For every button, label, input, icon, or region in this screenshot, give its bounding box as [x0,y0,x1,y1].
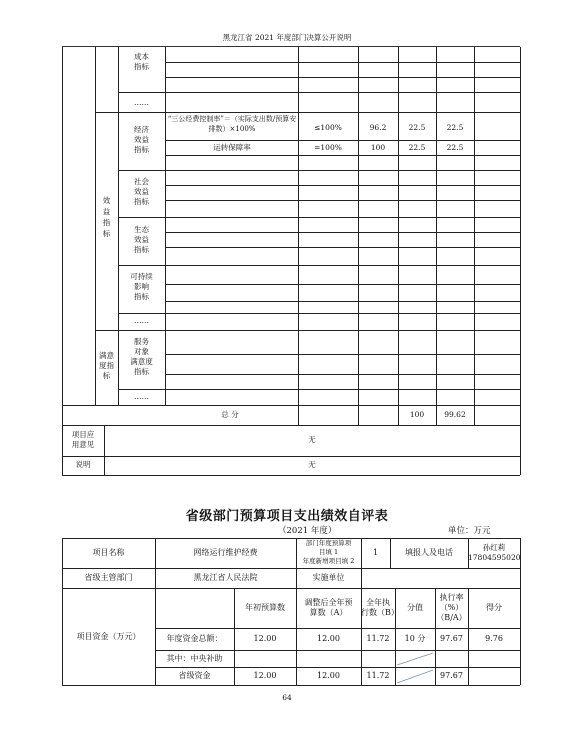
dept-value: 黑龙江省人民法院 [193,573,258,582]
grid-line [95,330,520,331]
col-execution-rate: 执行率 （%） （B/A） [436,593,467,622]
project-category-value: 1 [372,548,379,557]
grid-line [165,62,520,63]
grid-line [62,685,520,686]
col-execution: 全年执 行数（B） [361,598,399,617]
grid-line [62,568,520,569]
table-border-bottom [62,475,520,476]
grid-line [165,284,520,285]
grid-line [155,667,520,668]
social-benefit-label: 社会 效益 指标 [134,177,149,206]
grid-line [95,112,520,113]
benefit-indicator-label: 效 益 指 标 [102,196,111,238]
control-rate-target: ≤100% [314,123,342,132]
guarantee-rate-name: 运转保障率 [213,143,251,152]
row-total-adjusted: 12.00 [317,634,340,643]
grid-line [165,354,520,355]
guarantee-rate-weight: 22.5 [408,143,426,152]
guarantee-rate-actual: 100 [370,143,386,152]
page-number: 64 [282,693,292,702]
grid-line [165,301,520,302]
application-opinion-label: 项目应 用意见 [71,430,95,449]
grid-line [165,155,520,156]
project-name-label: 项目名称 [92,548,125,557]
total-weight: 100 [409,410,425,419]
grid-line [118,313,520,314]
form-unit: 单位：万元 [448,526,491,536]
satisfaction-dots: …… [134,392,149,401]
control-rate-name: “三公经费控制率”＝（实际支出数/预算安排数）×100% [167,115,297,133]
reporter-label: 填报人及电话 [405,548,453,557]
row-total-points: 10 分 [404,634,426,643]
project-name-value: 网络运行维护经费 [193,548,258,557]
performance-indicator-table [62,47,520,475]
empty-cell-diagonals [395,650,435,685]
grid-line [62,425,520,426]
row-total-initial: 12.00 [253,634,277,643]
guarantee-rate-target: =100% [314,143,342,152]
grid-line [155,628,520,629]
dept-label: 省级主管部门 [84,573,133,582]
fund-label: 项目资金（万元） [76,632,141,641]
satisfaction-indicator-label: 满意 度指 标 [99,351,114,380]
grid-line [165,185,520,186]
grid-line [118,170,520,171]
grid-line [62,538,520,539]
row-provincial-adjusted: 12.00 [317,671,340,680]
total-score: 99.62 [444,410,466,419]
economic-benefit-label: 经济 效益 指标 [134,125,149,154]
project-category-label: 部门年度预算项 目填 1 年度新增项目填 2 [302,539,355,565]
grid-line [165,374,520,375]
col-score: 得分 [486,603,502,612]
row-total-executed: 11.72 [366,634,390,643]
cost-dots: …… [134,98,149,107]
grid-line [118,92,520,93]
grid-line [165,77,520,78]
application-opinion-value: 无 [308,435,316,444]
grid-line [165,200,520,201]
row-provincial-label: 省级资金 [178,671,211,680]
grid-line [62,588,520,589]
col-adjusted-budget: 调整后全年预 算数（A） [304,598,353,617]
grid-line [165,232,520,233]
col-initial-budget: 年初预算数 [245,603,285,612]
row-provincial-executed: 11.72 [366,671,390,680]
reporter-contact: 孙红莉 17804595020 [468,543,521,562]
note-label: 说明 [75,460,91,469]
impl-unit-label: 实施单位 [312,573,345,582]
grid-line [165,140,520,141]
ecological-benefit-label: 生态 效益 指标 [134,225,149,254]
grid-line [436,47,437,425]
service-satisfaction-label: 服务 对象 满意度 指标 [130,337,153,376]
benefit-dots: …… [134,316,149,325]
row-central-label: 其中：中央补助 [166,654,223,663]
grid-line [62,405,520,406]
grid-line [118,217,520,218]
grid-line [118,389,520,390]
grid-line [118,265,520,266]
col-score-value: 分值 [407,603,423,612]
row-total-rate: 97.67 [440,634,463,643]
form-year: （2021 年度） [278,526,337,536]
guarantee-rate-score: 22.5 [446,143,464,152]
grid-line [155,650,520,651]
grid-line [165,47,166,405]
note-value: 无 [308,460,316,469]
table-border-right [520,47,521,475]
row-total-score: 9.76 [485,634,503,643]
grid-line [474,47,475,425]
page-header: 黑龙江省 2021 年度部门决算公开说明 [222,33,352,42]
cost-indicator-label: 成本 指标 [134,52,149,71]
grid-line [361,538,362,588]
grid-line [398,47,399,425]
grid-line [62,538,63,685]
control-rate-weight: 22.5 [408,123,426,132]
grid-line [358,47,359,425]
sustainability-label: 可持续 影响 指标 [130,272,153,301]
row-total-label: 年度资金总额： [166,634,223,643]
row-provincial-initial: 12.00 [253,671,277,680]
grid-line [298,47,299,425]
form-title: 省级部门预算项目支出绩效自评表 [185,509,389,524]
grid-line [62,456,520,457]
grid-line [165,247,520,248]
row-provincial-rate: 97.67 [440,671,463,680]
total-score-label: 总 分 [221,410,239,419]
control-rate-score: 22.5 [446,123,464,132]
control-rate-actual: 96.2 [369,123,387,132]
